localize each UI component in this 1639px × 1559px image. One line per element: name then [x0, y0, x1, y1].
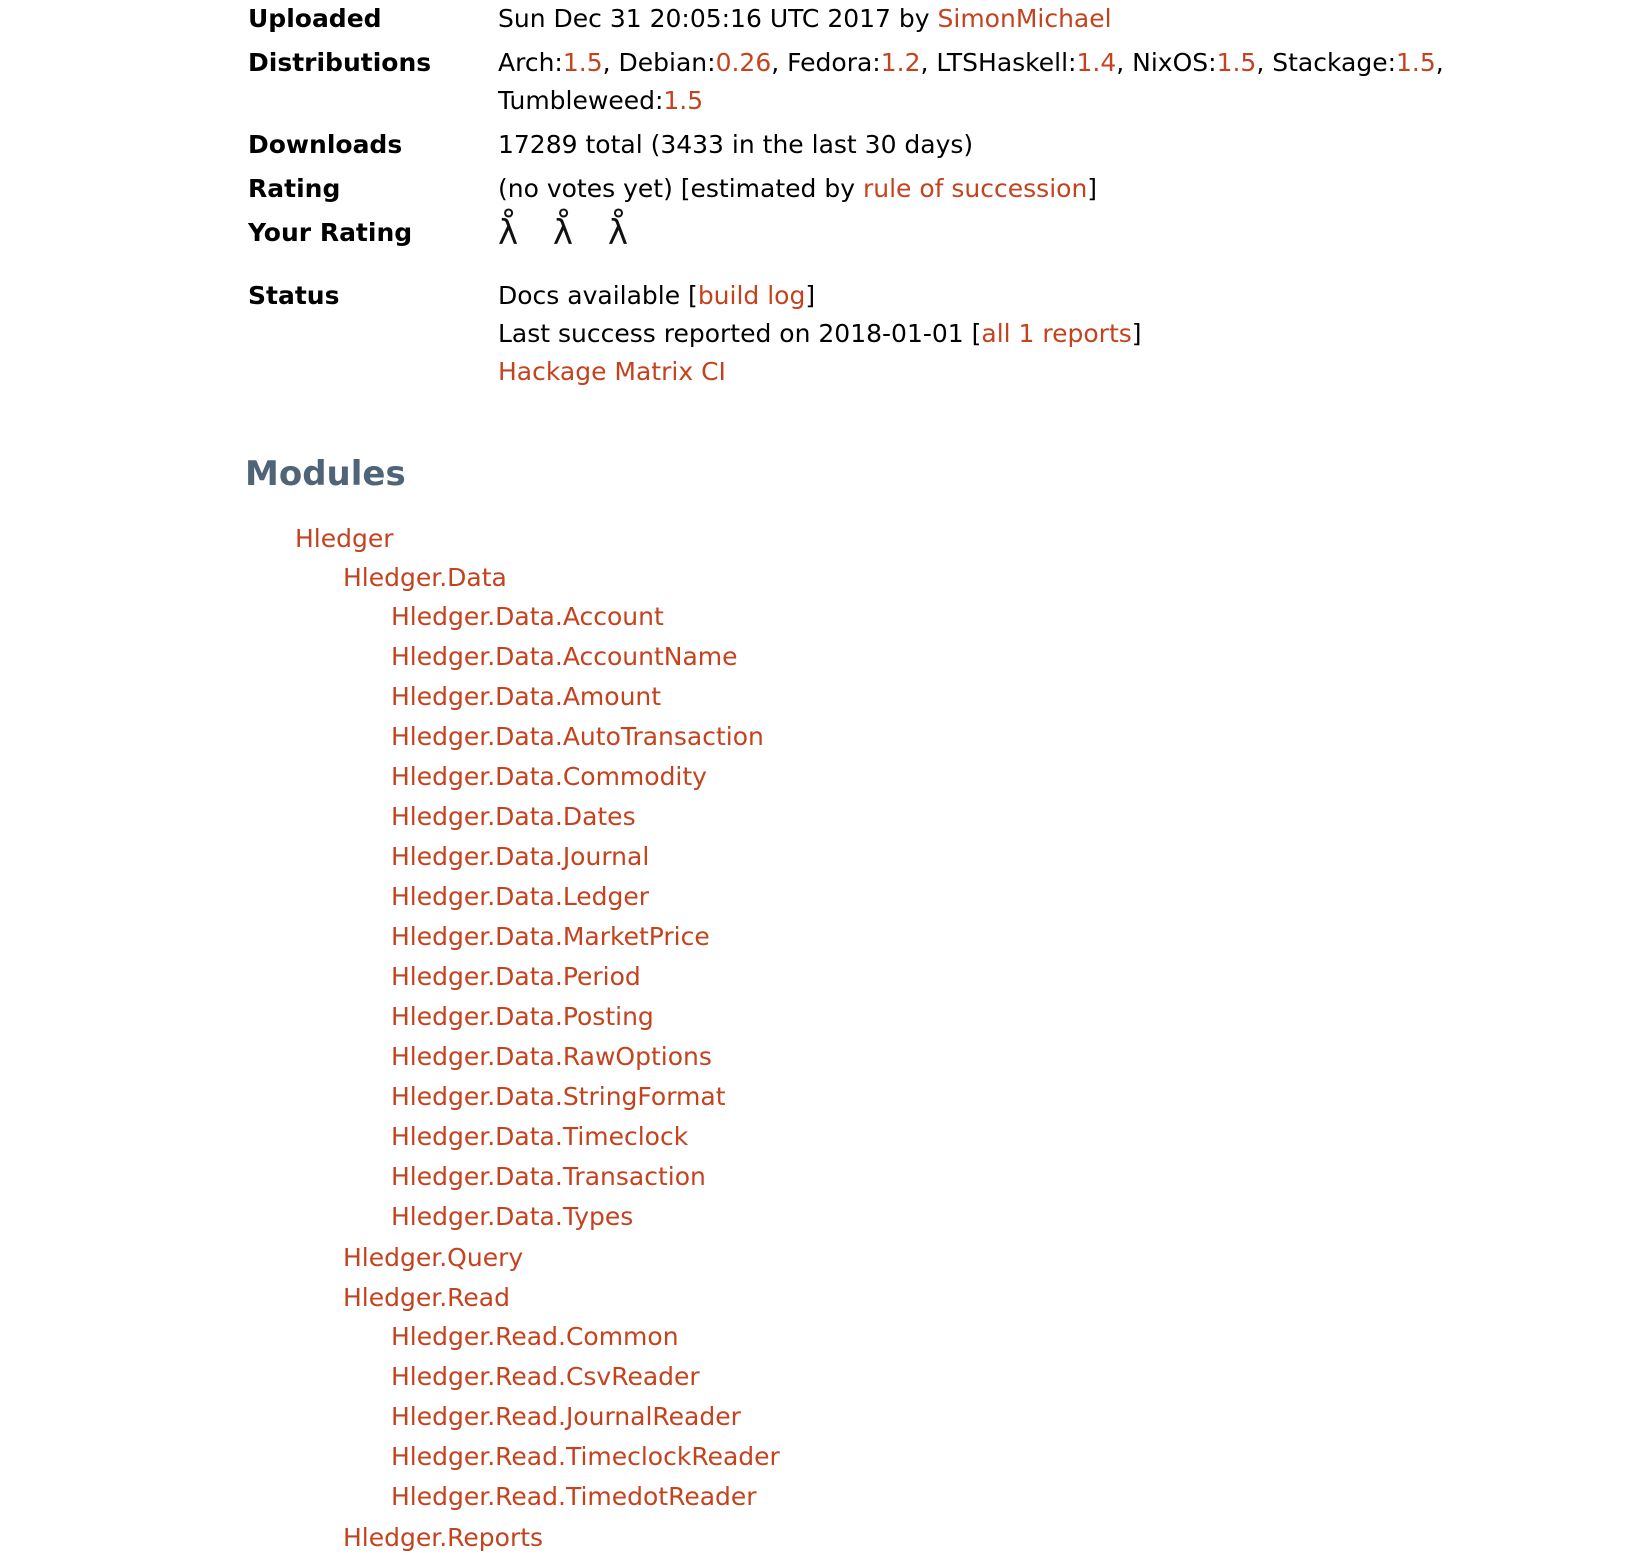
property-value-uploaded [498, 0, 1639, 44]
list-item [391, 957, 1639, 997]
uploader-link[interactable]: SimonMichael [937, 4, 1112, 33]
list-item [343, 558, 1639, 1238]
property-value-status [498, 277, 1639, 397]
distro-version-link[interactable]: 1.4 [1076, 48, 1117, 77]
property-label-uploaded: Uploaded [248, 4, 382, 33]
module-link[interactable]: Hledger.Data.RawOptions [391, 1041, 712, 1071]
list-item [391, 997, 1639, 1037]
module-link[interactable]: Hledger.Data.AccountName [391, 641, 738, 671]
module-link[interactable]: Hledger.Data.StringFormat [391, 1081, 726, 1111]
module-link[interactable]: Hledger.Read.TimeclockReader [391, 1441, 780, 1471]
list-item [391, 677, 1639, 717]
module-link[interactable]: Hledger.Read.TimedotReader [391, 1481, 757, 1511]
distro-sep: , [1116, 48, 1133, 77]
property-row-status [0, 277, 1639, 397]
module-link[interactable]: Hledger.Read.Common [391, 1321, 679, 1351]
package-properties-table [0, 0, 1639, 397]
module-link-hledger[interactable]: Hledger [295, 523, 394, 553]
distro-sep: , [1435, 48, 1444, 77]
last-success-suffix: ] [1131, 319, 1142, 348]
property-label-distributions: Distributions [248, 48, 432, 77]
module-link[interactable]: Hledger.Data.Transaction [391, 1161, 706, 1191]
list-item [343, 1518, 1639, 1558]
module-link[interactable]: Hledger.Read.JournalReader [391, 1401, 741, 1431]
property-value-rating [498, 170, 1639, 214]
uploaded-datetime: Sun Dec 31 20:05:16 UTC 2017 by [498, 4, 938, 33]
hackage-matrix-ci-link[interactable]: Hackage Matrix CI [498, 357, 726, 386]
property-row-your-rating [0, 214, 1639, 261]
module-link[interactable]: Hledger.Data.MarketPrice [391, 921, 710, 951]
distro-sep: , [771, 48, 788, 77]
distro-version-link[interactable]: 1.5 [663, 86, 704, 115]
property-label-your-rating: Your Rating [248, 218, 413, 247]
module-subtree [295, 558, 1639, 1558]
distro-version-link[interactable]: 1.2 [880, 48, 921, 77]
status-last-success-line [498, 315, 1639, 353]
distro-name: LTSHaskell: [936, 48, 1077, 77]
list-item [391, 1477, 1639, 1517]
module-link[interactable]: Hledger.Data.Account [391, 601, 664, 631]
distro-entry [619, 48, 788, 77]
list-item [391, 1397, 1639, 1437]
module-link[interactable]: Hledger.Data.Amount [391, 681, 662, 711]
spacer-cell [498, 261, 1639, 277]
property-value-distributions [498, 44, 1639, 126]
module-subtree [343, 597, 1639, 1237]
property-row-uploaded [0, 0, 1639, 44]
modules-heading: Modules [245, 454, 406, 494]
list-item [391, 1117, 1639, 1157]
distro-sep: , [920, 48, 937, 77]
distro-entry [936, 48, 1132, 77]
distro-name: Stackage: [1272, 48, 1397, 77]
status-matrix-line [498, 353, 1639, 391]
list-item [391, 1037, 1639, 1077]
property-row-distributions [0, 44, 1639, 126]
module-link[interactable]: Hledger.Data.Period [391, 961, 641, 991]
distro-version-link[interactable]: 0.26 [715, 48, 772, 77]
rating-suffix: ] [1087, 174, 1098, 203]
property-label-status: Status [248, 281, 340, 310]
list-item [295, 519, 1639, 1559]
module-link[interactable]: Hledger.Data.Dates [391, 801, 636, 831]
rule-of-succession-link[interactable]: rule of succession [862, 174, 1088, 203]
spacer [0, 261, 1639, 277]
property-label-rating: Rating [248, 174, 341, 203]
docs-available-text: Docs available [ [498, 281, 698, 310]
distro-sep: , [602, 48, 619, 77]
module-link[interactable]: Hledger.Read.CsvReader [391, 1361, 700, 1391]
last-success-text: Last success reported on 2018-01-01 [ [498, 319, 982, 348]
list-item [343, 1238, 1639, 1278]
list-item [391, 757, 1639, 797]
rating-text: (no votes yet) [estimated by [498, 174, 863, 203]
list-item [391, 597, 1639, 637]
module-link[interactable]: Hledger.Data.Timeclock [391, 1121, 689, 1151]
module-link[interactable]: Hledger.Data.Ledger [391, 881, 650, 911]
distro-entry [1272, 48, 1444, 77]
spacer-label [0, 261, 498, 277]
property-value-downloads: 17289 total (3433 in the last 30 days) [498, 130, 974, 159]
property-row-rating [0, 170, 1639, 214]
rating-lambda-icons[interactable]: λ̊ λ̊ λ̊ [498, 213, 640, 253]
module-link[interactable]: Hledger.Data.AutoTransaction [391, 721, 764, 751]
module-subtree [343, 1317, 1639, 1517]
distro-name: Fedora: [787, 48, 881, 77]
distro-sep: , [1256, 48, 1273, 77]
module-tree [0, 519, 1639, 1559]
module-link[interactable]: Hledger.Data.Journal [391, 841, 650, 871]
distro-name: NixOS: [1132, 48, 1217, 77]
list-item [391, 1077, 1639, 1117]
all-reports-link[interactable]: all 1 reports [981, 319, 1132, 348]
distro-name: Debian: [618, 48, 716, 77]
list-item [391, 1437, 1639, 1477]
module-link[interactable]: Hledger.Data.Types [391, 1201, 634, 1231]
module-link-hledger-data[interactable]: Hledger.Data [343, 562, 507, 592]
distro-entry [498, 86, 703, 115]
status-docs-line [498, 277, 1639, 315]
list-item [391, 1357, 1639, 1397]
distro-name: Arch: [498, 48, 563, 77]
module-link[interactable]: Hledger.Data.Posting [391, 1001, 654, 1031]
list-item [391, 1157, 1639, 1197]
distro-version-link[interactable]: 1.5 [562, 48, 603, 77]
distro-entry [787, 48, 936, 77]
distro-entry [498, 48, 619, 77]
module-link-hledger-read[interactable]: Hledger.Read [343, 1282, 510, 1312]
module-link-hledger-query[interactable]: Hledger.Query [343, 1242, 524, 1272]
list-item [343, 1278, 1639, 1518]
build-log-link[interactable]: build log [697, 281, 806, 310]
list-item [391, 1197, 1639, 1237]
list-item [391, 1317, 1639, 1357]
distro-version-link[interactable]: 1.5 [1216, 48, 1257, 77]
list-item [391, 717, 1639, 757]
list-item [391, 917, 1639, 957]
list-item [391, 877, 1639, 917]
distro-entry [1132, 48, 1272, 77]
list-item [391, 837, 1639, 877]
list-item [391, 797, 1639, 837]
module-link[interactable]: Hledger.Data.Commodity [391, 761, 707, 791]
distro-version-link[interactable]: 1.5 [1396, 48, 1436, 77]
list-item [391, 637, 1639, 677]
module-link-hledger-reports[interactable]: Hledger.Reports [343, 1522, 544, 1552]
property-row-downloads [0, 126, 1639, 170]
property-value-your-rating [498, 214, 1639, 261]
property-label-downloads: Downloads [248, 130, 403, 159]
distro-name: Tumbleweed: [498, 86, 664, 115]
docs-suffix: ] [805, 281, 816, 310]
